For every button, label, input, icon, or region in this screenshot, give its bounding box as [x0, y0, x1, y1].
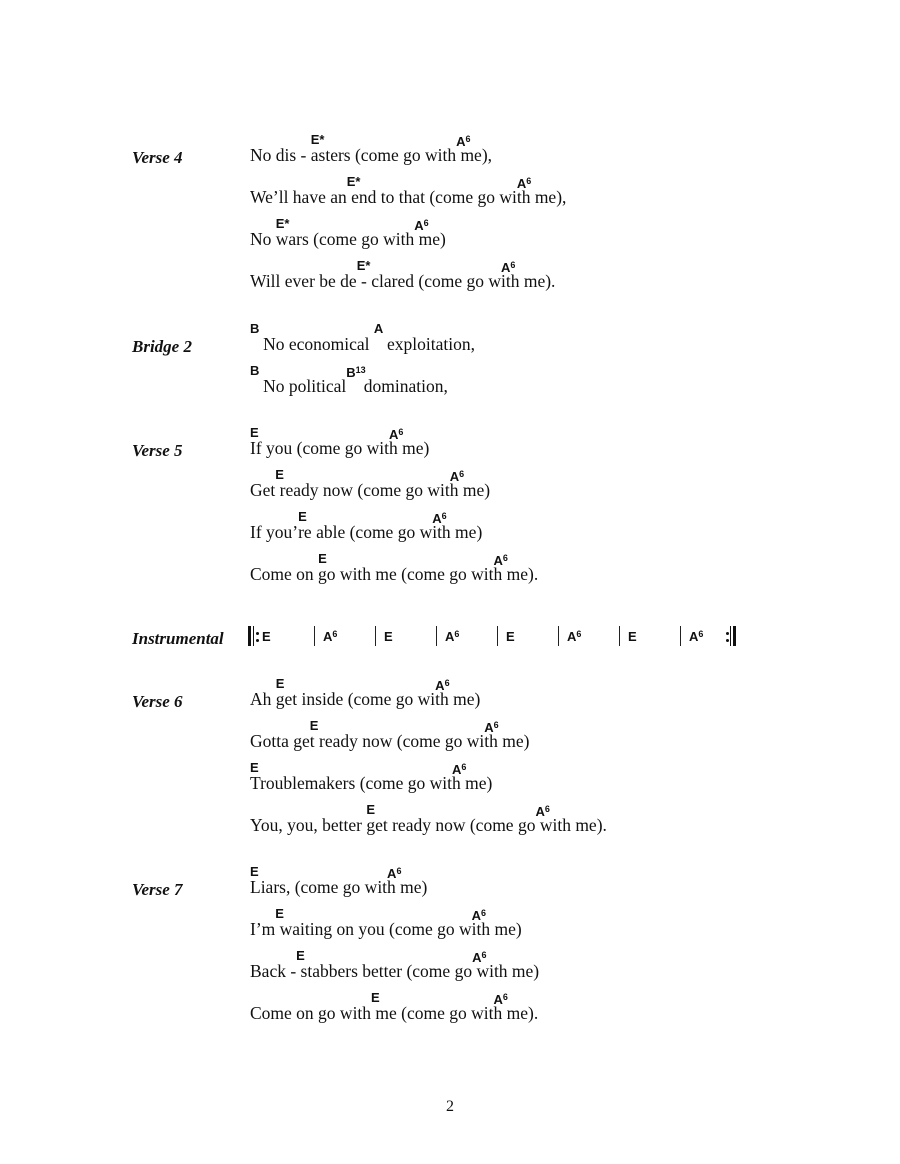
- chord-symbol: $A^6$: [472, 950, 487, 965]
- chord-symbol: $A^6$: [493, 992, 508, 1007]
- section-label: Verse 5: [132, 441, 183, 460]
- chord-symbol: $A^6$: [500, 260, 516, 275]
- chord-symbol: E: [250, 864, 259, 879]
- chord-symbol: E: [298, 509, 307, 524]
- chord-symbol: $A^6$: [435, 678, 450, 693]
- barline: [375, 626, 376, 646]
- chord-symbol: A: [373, 321, 384, 336]
- lyric-text: Will ever be de - clared (come go with me).: [250, 271, 556, 291]
- lyric-text: No economical exploitation,: [250, 334, 476, 354]
- chord-symbol: E: [275, 467, 284, 482]
- lyric-line: [250, 259, 850, 299]
- lyric-text: Troublemakers (come go with me): [250, 773, 493, 793]
- lyric-line: [250, 217, 850, 257]
- chord-symbol: E*: [275, 216, 290, 231]
- lyric-line: [250, 322, 850, 362]
- chord-symbol: B: [250, 321, 260, 336]
- repeat-dot: [256, 632, 259, 635]
- instrumental-chord: E: [384, 629, 393, 644]
- lyric-text: Back - stabbers better (come go with me): [250, 961, 540, 981]
- instrumental-chord: E: [262, 629, 271, 644]
- chord-symbol: $A^6$: [389, 427, 404, 442]
- repeat-end-thick-line: [733, 626, 736, 646]
- chord-symbol: E: [371, 990, 380, 1005]
- chord-symbol: E: [318, 551, 327, 566]
- lyric-line: [250, 761, 850, 801]
- lyric-line: [250, 510, 850, 550]
- instrumental-label: Instrumental: [132, 629, 224, 648]
- chord-symbol: $A^6$: [387, 866, 402, 881]
- lyric-line: [250, 949, 850, 989]
- instrumental-chord: $A^6$: [445, 629, 460, 644]
- chord-symbol: E: [309, 718, 319, 733]
- repeat-dot: [726, 639, 729, 642]
- repeat-dot: [256, 639, 259, 642]
- chord-symbol: E*: [356, 258, 371, 273]
- chord-symbol: E: [275, 906, 284, 921]
- lyric-text: If you’re able (come go with me): [250, 522, 483, 542]
- barline: [497, 626, 498, 646]
- repeat-dot: [726, 632, 729, 635]
- lyric-line: [250, 865, 850, 905]
- lyric-text: Come on go with me (come go with me).: [250, 564, 539, 584]
- section-label: Verse 4: [132, 148, 183, 167]
- instrumental-chord: $A^6$: [567, 629, 582, 644]
- lyric-line: [250, 907, 850, 947]
- repeat-end-thin-line: [730, 626, 731, 646]
- lyric-line: [250, 468, 850, 508]
- page-number: 2: [446, 1098, 454, 1115]
- instrumental-chord-bars: [248, 624, 768, 650]
- repeat-start-thick-line: [248, 626, 251, 646]
- lyric-text: Gotta get ready now (come go with me): [250, 731, 530, 751]
- barline: [680, 626, 681, 646]
- barline: [314, 626, 315, 646]
- lyric-text: Come on go with me (come go with me).: [250, 1003, 539, 1023]
- lyric-text: You, you, better get ready now (come go with me).: [250, 815, 607, 835]
- chord-symbol: $A^6$: [456, 134, 471, 149]
- chord-symbol: B: [250, 363, 260, 378]
- chord-symbol: E: [250, 760, 259, 775]
- chord-symbol: $A^6$: [471, 908, 487, 923]
- lyric-line: [250, 426, 850, 466]
- lyric-line: [250, 677, 850, 717]
- barline: [558, 626, 559, 646]
- chord-symbol: E*: [310, 132, 325, 147]
- lyric-text: If you (come go with me): [250, 438, 430, 458]
- barline: [436, 626, 437, 646]
- chord-symbol: E: [250, 425, 259, 440]
- chord-symbol: E: [275, 676, 285, 691]
- chord-symbol: $A^6$: [484, 720, 499, 735]
- lyric-line: [250, 991, 850, 1031]
- lyric-text: No dis - asters (come go with me),: [250, 145, 493, 165]
- lyric-line: [250, 719, 850, 759]
- chord-symbol: $A^6$: [535, 804, 550, 819]
- chord-symbol: $A^6$: [414, 218, 429, 233]
- chord-symbol: $B^{13}$: [346, 365, 366, 380]
- chord-symbol: E: [296, 948, 305, 963]
- chord-symbol: E: [366, 802, 376, 817]
- lyric-line: [250, 364, 850, 404]
- chord-symbol: $A^6$: [516, 176, 532, 191]
- lyric-text: Ah get inside (come go with me): [250, 689, 481, 709]
- lyric-text: I’m waiting on you (come go with me): [250, 919, 522, 939]
- instrumental-chord: $A^6$: [323, 629, 338, 644]
- chord-symbol: E*: [346, 174, 361, 189]
- lyric-text: Get ready now (come go with me): [250, 480, 491, 500]
- lyric-text: We’ll have an end to that (come go with me),: [250, 187, 567, 207]
- barline: [619, 626, 620, 646]
- repeat-start-thin-line: [253, 626, 254, 646]
- chord-symbol: $A^6$: [432, 511, 447, 526]
- instrumental-chord: E: [506, 629, 515, 644]
- lyric-line: [250, 133, 850, 173]
- lyric-text: No political domination,: [250, 376, 448, 396]
- chord-symbol: $A^6$: [449, 469, 465, 484]
- chord-symbol: $A^6$: [452, 762, 467, 777]
- lyric-line: [250, 552, 850, 592]
- lyric-text: Liars, (come go with me): [250, 877, 428, 897]
- section-label: Verse 6: [132, 692, 183, 711]
- lyric-line: [250, 175, 850, 215]
- lyric-line: [250, 803, 850, 843]
- section-label: Verse 7: [132, 880, 183, 899]
- chord-symbol: $A^6$: [493, 553, 508, 568]
- section-label: Bridge 2: [132, 337, 192, 356]
- instrumental-chord: E: [628, 629, 637, 644]
- lyric-text: No wars (come go with me): [250, 229, 446, 249]
- instrumental-chord: $A^6$: [689, 629, 704, 644]
